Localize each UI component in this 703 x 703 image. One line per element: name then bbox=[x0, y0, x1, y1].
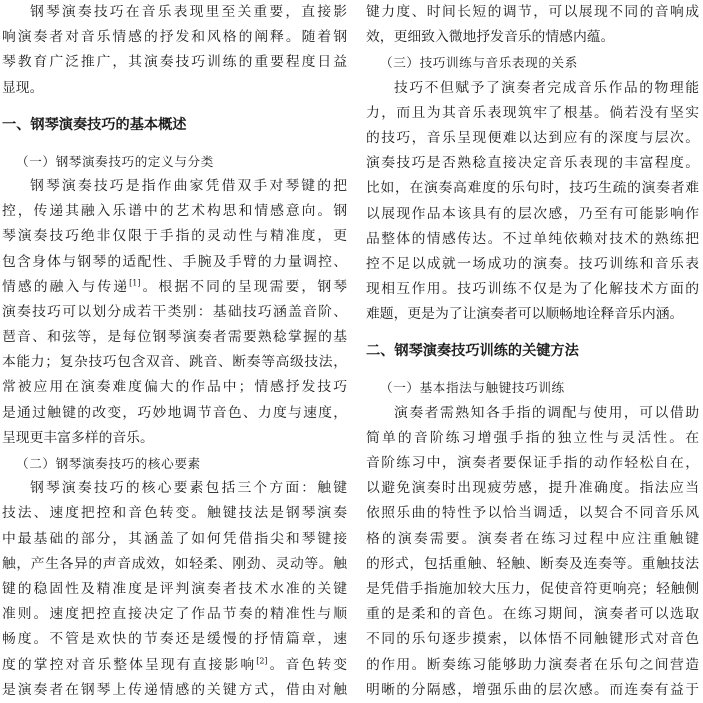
line-text: 音阶练习中，演奏者要保证手指的动作轻松自在， bbox=[366, 455, 699, 471]
line-text: 显现。 bbox=[2, 79, 44, 96]
line-text: 包含身体与钢琴的适配性、手腕及手臂的力量调控、 bbox=[2, 253, 347, 270]
text-line bbox=[2, 325, 347, 350]
line-text: 触，产生各异的声音成效，如轻柔、刚劲、灵动等。触 bbox=[2, 555, 347, 572]
line-text: 控，传递其融入乐谱中的艺术构思和情感意向。钢 bbox=[2, 203, 347, 220]
text-line bbox=[2, 25, 347, 50]
text-line bbox=[366, 602, 699, 627]
citation-mark: [2] bbox=[256, 655, 268, 665]
line-text: 力，而且为其音乐表现筑牢了根基。倘若没有坚实 bbox=[366, 104, 699, 121]
text-line bbox=[366, 302, 699, 327]
text-line bbox=[366, 227, 699, 252]
text-line bbox=[2, 602, 347, 627]
line-text: 比如，在演奏高难度的乐句时，技巧生疏的演奏者难 bbox=[366, 180, 699, 197]
text-line bbox=[366, 202, 699, 227]
line-text: 畅度。不管是欢快的节奏还是缓慢的抒情篇章，速 bbox=[2, 631, 347, 648]
line-text: 技巧不但赋予了演奏者完成音乐作品的物理能 bbox=[394, 79, 699, 96]
text-line bbox=[2, 250, 347, 275]
line-text: 的技巧，音乐呈现便难以达到应有的深度与层次。 bbox=[366, 129, 699, 146]
text-line bbox=[2, 678, 347, 703]
line-text: 度的掌控对音乐整体呈现有直接影响 bbox=[2, 656, 257, 673]
text-line bbox=[366, 476, 699, 501]
line-text: 现相互作用。技巧训练不仅是为了化解技术方面的 bbox=[366, 281, 699, 298]
text-line bbox=[366, 552, 699, 577]
line-text: 明晰的分隔感，增强乐曲的层次感。而连奏有益于 bbox=[366, 681, 699, 698]
line-text: 常被应用在演奏难度偏大的作品中；情感抒发技巧 bbox=[2, 379, 347, 396]
subsection-heading bbox=[2, 149, 347, 174]
text-line bbox=[366, 577, 699, 602]
text-line bbox=[366, 151, 699, 176]
line-text: 琶音、和弦等，是每位钢琴演奏者需要熟稔掌握的基 bbox=[2, 329, 347, 346]
line-text: （二）钢琴演奏技巧的核心要素 bbox=[16, 456, 201, 471]
line-text: （三）技巧训练与音乐表现的关系 bbox=[380, 55, 578, 71]
line-text: 技法、速度把控和音色转变。触键技法是钢琴演奏 bbox=[2, 505, 347, 522]
text-line bbox=[2, 275, 347, 300]
text-line bbox=[2, 350, 347, 375]
line-text: 钢琴演奏技巧在音乐表现里至关重要，直接影 bbox=[30, 4, 347, 20]
text-line bbox=[2, 76, 347, 101]
line-text: 钢琴演奏技巧是指作曲家凭借双手对琴键的把 bbox=[30, 177, 347, 194]
text-line bbox=[2, 476, 347, 501]
line-text: 演奏者需熟知各手指的调配与使用，可以借助 bbox=[394, 404, 699, 421]
text-line bbox=[366, 627, 699, 652]
text-line bbox=[366, 451, 699, 476]
line-text: 准则。速度把控直接决定了作品节奏的精准性与顺 bbox=[2, 606, 347, 623]
line-text: 不同的乐句逐步摸索，以体悟不同触键形式对音色 bbox=[366, 631, 699, 648]
line-text: 是演奏者在钢琴上传递情感的关键方式，借由对触 bbox=[2, 681, 347, 698]
text-line bbox=[366, 401, 699, 426]
subsection-heading bbox=[2, 451, 347, 476]
text-line bbox=[366, 501, 699, 526]
text-line bbox=[366, 101, 699, 126]
text-line bbox=[366, 426, 699, 451]
line-text: 难题，更是为了让演奏者可以顺畅地诠释音乐内涵。 bbox=[366, 306, 684, 323]
text-line bbox=[366, 76, 699, 101]
line-text: 本能力；复杂技巧包含双音、跳音、断奏等高级技法， bbox=[2, 354, 347, 371]
line-text: 以避免演奏时出现疲劳感，提升准确度。指法应当 bbox=[366, 480, 699, 497]
text-line bbox=[366, 25, 699, 50]
text-line bbox=[366, 678, 699, 703]
line-text-continued: 。音色转变 bbox=[267, 656, 347, 673]
text-line bbox=[2, 577, 347, 602]
line-text: 一、钢琴演奏技巧的基本概述 bbox=[2, 116, 187, 133]
text-line bbox=[2, 50, 347, 75]
line-text: （一）基本指法与触键技巧训练 bbox=[380, 380, 565, 396]
text-line bbox=[2, 401, 347, 426]
text-line bbox=[366, 653, 699, 678]
text-line bbox=[2, 300, 347, 325]
line-text: 的形式，包括重触、轻触、断奏及连奏等。重触技法 bbox=[366, 555, 699, 572]
line-text: 键力度、时间长短的调节，可以展现不同的音响成 bbox=[366, 4, 699, 20]
line-text: 的作用。断奏练习能够助力演奏者在乐句之间营造 bbox=[366, 656, 699, 673]
text-line bbox=[2, 426, 347, 451]
line-text: 是凭借手指施加较大压力，促使音符更响亮；轻触侧 bbox=[366, 580, 699, 597]
right-column bbox=[366, 0, 699, 703]
text-line bbox=[2, 527, 347, 552]
line-text: 演奏技巧可以划分成若干类别：基础技巧涵盖音阶、 bbox=[2, 303, 347, 320]
line-text: 重的是柔和的音色。在练习期间，演奏者可以选取 bbox=[366, 606, 699, 623]
line-text: 是通过触键的改变，巧妙地调节音色、力度与速度， bbox=[2, 404, 347, 421]
line-text: 以展现作品本该具有的层次感，乃至有可能影响作 bbox=[366, 205, 699, 222]
line-text: 品整体的情感传达。不过单纯依赖对技术的熟练把 bbox=[366, 230, 699, 247]
line-text: 格的演奏需要。演奏者在练习过程中应注重触键 bbox=[366, 530, 699, 547]
text-line bbox=[366, 527, 699, 552]
line-text: 控不足以成就一场成功的演奏。技巧训练和音乐表 bbox=[366, 255, 699, 272]
citation-mark: [1] bbox=[129, 278, 141, 288]
line-text: 简单的音阶练习增强手指的独立性与灵活性。在 bbox=[366, 429, 699, 446]
line-text: 键的稳固性及精准度是评判演奏者技术水准的关键 bbox=[2, 580, 347, 597]
line-text: 中最基础的部分，其涵盖了如何凭借指尖和琴键接 bbox=[2, 530, 347, 547]
left-column bbox=[2, 0, 347, 703]
text-line bbox=[366, 0, 699, 25]
text-line bbox=[2, 653, 347, 678]
line-text: （一）钢琴演奏技巧的定义与分类 bbox=[16, 153, 214, 169]
text-line bbox=[2, 0, 347, 25]
text-line bbox=[2, 174, 347, 199]
line-text: 二、钢琴演奏技巧训练的关键方法 bbox=[366, 343, 579, 360]
section-heading bbox=[366, 337, 699, 365]
line-text: 琴教育广泛推广，其演奏技巧训练的重要程度日益 bbox=[2, 54, 347, 71]
line-text: 呈现更丰富多样的音乐。 bbox=[2, 429, 154, 446]
line-text-continued: 。根据不同的呈现需要，钢琴 bbox=[140, 278, 347, 295]
text-line bbox=[366, 252, 699, 277]
line-text: 响演奏者对音乐情感的抒发和风格的阐释。随着钢 bbox=[2, 29, 347, 46]
line-text: 演奏技巧是否熟稔直接决定音乐表现的丰富程度。 bbox=[366, 155, 699, 172]
line-text: 效，更细致入微地抒发音乐的情感内蕴。 bbox=[366, 29, 615, 46]
text-line bbox=[366, 126, 699, 151]
text-line bbox=[366, 176, 699, 201]
subsection-heading bbox=[366, 375, 699, 400]
text-line bbox=[2, 552, 347, 577]
line-text: 琴演奏技巧绝非仅限于手指的灵动性与精准度，更 bbox=[2, 228, 347, 245]
subsection-heading bbox=[366, 50, 699, 75]
text-line bbox=[366, 277, 699, 302]
section-heading bbox=[2, 111, 347, 139]
text-line bbox=[2, 224, 347, 249]
text-line bbox=[2, 501, 347, 526]
line-text: 情感的融入与传递 bbox=[2, 278, 130, 295]
line-text: 依照乐曲的特性予以恰当调适，以契合不同音乐风 bbox=[366, 505, 699, 522]
line-text: 钢琴演奏技巧的核心要素包括三个方面：触键 bbox=[30, 480, 347, 497]
text-line bbox=[2, 627, 347, 652]
text-line bbox=[2, 199, 347, 224]
text-line bbox=[2, 375, 347, 400]
